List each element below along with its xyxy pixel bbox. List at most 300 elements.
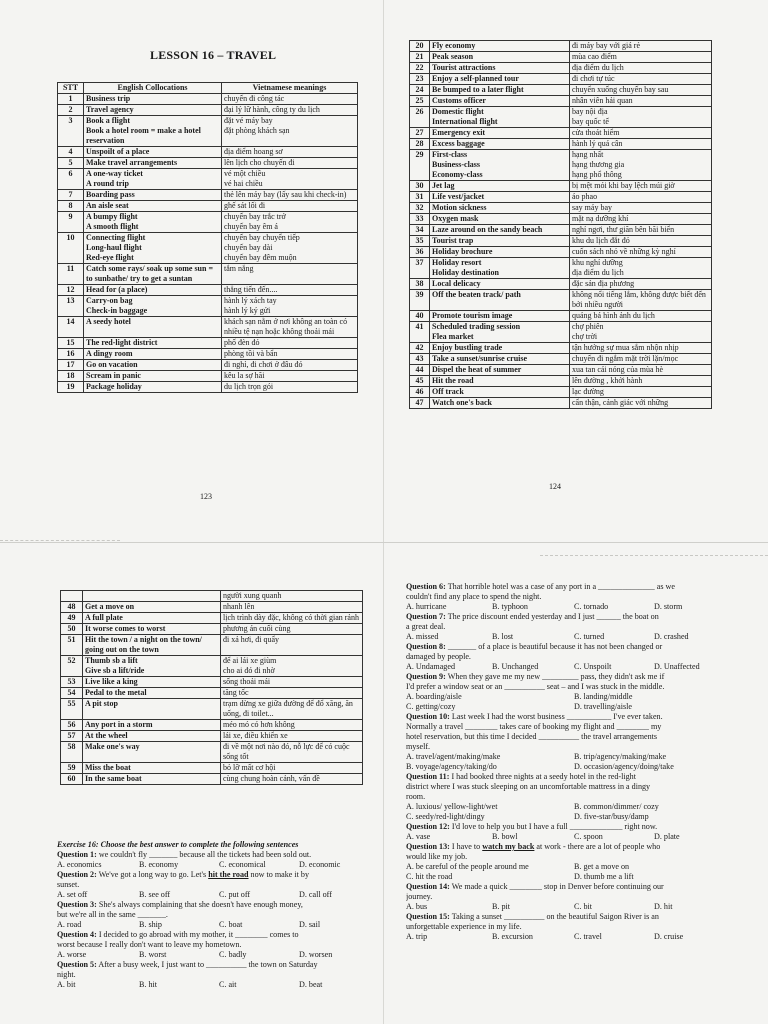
- vietnamese-meaning: chuyến bay dài: [224, 243, 273, 252]
- table-row: [61, 720, 363, 731]
- option-c[interactable]: C. badly: [219, 950, 247, 959]
- option-a[interactable]: A. worse: [57, 950, 87, 959]
- vietnamese-meaning: thẳng tiến đến....: [224, 285, 278, 294]
- table-row: [58, 116, 358, 147]
- vietnamese-meaning-cell: [570, 52, 712, 63]
- option-c[interactable]: C. put off: [219, 890, 251, 899]
- english-collocation: Holiday resort: [432, 258, 482, 267]
- english-collocation-cell: [430, 376, 570, 387]
- vietnamese-meaning: mặt nạ dưỡng khí: [572, 214, 629, 223]
- table-row: [58, 94, 358, 105]
- english-collocation-cell: [430, 354, 570, 365]
- row-number: 21: [410, 52, 430, 63]
- table-row: [58, 158, 358, 169]
- table-row: [58, 264, 358, 285]
- english-collocation-cell: [83, 720, 221, 731]
- english-collocation-cell: [84, 233, 222, 264]
- options-q10-row2: [406, 762, 718, 772]
- english-collocation: Catch some rays/ soak up some sun = to sunbathe/ try to get a suntan: [86, 264, 214, 283]
- vietnamese-meaning-cell: [222, 116, 358, 147]
- row-number: 35: [410, 236, 430, 247]
- question-text: but we're all in the same _______.: [57, 910, 168, 919]
- table-row: [61, 656, 363, 677]
- vietnamese-meaning: trạm dừng xe giữa đường để đổ xăng, ăn uống, đi toilet...: [223, 699, 353, 718]
- table-row: [61, 591, 363, 602]
- option-a[interactable]: A. missed: [406, 632, 439, 641]
- option-b[interactable]: B. bowl: [492, 832, 518, 841]
- question-text: unforgettable experience in my life.: [406, 922, 522, 931]
- vietnamese-meaning: bay nội địa: [572, 107, 608, 116]
- table-row: [410, 376, 712, 387]
- question-label: Question 1:: [57, 850, 97, 859]
- english-collocation: Jet lag: [432, 181, 455, 190]
- vietnamese-meaning-cell: [570, 41, 712, 52]
- option-d[interactable]: D. beat: [299, 980, 323, 989]
- option-c[interactable]: C. bit: [574, 902, 592, 911]
- vietnamese-meaning: chuyến bay chuyển tiếp: [224, 233, 300, 242]
- row-number: 46: [410, 387, 430, 398]
- table-row: [410, 63, 712, 74]
- english-collocation: It worse comes to worst: [85, 624, 166, 633]
- option-d[interactable]: D. worsen: [299, 950, 333, 959]
- option-b[interactable]: B. Unchanged: [492, 662, 539, 671]
- option-a[interactable]: A. luxious/ yellow-light/wet: [406, 802, 498, 811]
- english-collocation-cell: [430, 96, 570, 107]
- vietnamese-meaning: đi nghỉ, đi chơi ở đâu đó: [224, 360, 303, 369]
- vietnamese-meaning-cell: [570, 139, 712, 150]
- underlined-phrase: watch my back: [482, 842, 535, 851]
- row-number: 48: [61, 602, 83, 613]
- question-text: We made a quick ________ stop in Denver before continuing our: [451, 882, 664, 891]
- english-collocation-cell: [84, 382, 222, 393]
- option-b[interactable]: B. see off: [139, 890, 171, 899]
- english-collocation: Dispel the heat of summer: [432, 365, 522, 374]
- vietnamese-meaning: tận hưởng sự mua sắm nhộn nhịp: [572, 343, 679, 352]
- vietnamese-meaning: vé hai chiều: [224, 179, 263, 188]
- vietnamese-meaning: nhanh lên: [223, 602, 255, 611]
- options-q13-row2: [406, 872, 718, 882]
- options-q12: [406, 832, 718, 842]
- english-collocation: Unspoilt of a place: [86, 147, 150, 156]
- option-d[interactable]: D. travelling/aisle: [574, 702, 632, 711]
- option-b[interactable]: B. get a move on: [574, 862, 630, 871]
- question-text: at work - there are a lot of people who: [534, 842, 661, 851]
- option-b[interactable]: B. economy: [139, 860, 179, 869]
- english-collocation-cell: [430, 52, 570, 63]
- table-row: [410, 322, 712, 343]
- english-collocation: Excess baggage: [432, 139, 485, 148]
- vietnamese-meaning: nhân viên hải quan: [572, 96, 633, 105]
- english-collocation: Fly economy: [432, 41, 476, 50]
- row-number: 57: [61, 731, 83, 742]
- english-collocation-cell: [430, 236, 570, 247]
- english-collocation: Scream in panic: [86, 371, 141, 380]
- option-a[interactable]: A. set off: [57, 890, 88, 899]
- vietnamese-meaning-cell: [570, 85, 712, 96]
- row-number: 32: [410, 203, 430, 214]
- english-collocation: Long-haul flight: [86, 243, 142, 252]
- row-number: 3: [58, 116, 84, 147]
- vietnamese-meaning: áo phao: [572, 192, 598, 201]
- table-header-english: English Collocations: [84, 83, 222, 94]
- english-collocation: Connecting flight: [86, 233, 146, 242]
- english-collocation-cell: [430, 74, 570, 85]
- option-a[interactable]: A. road: [57, 920, 82, 929]
- option-b[interactable]: B. common/dimmer/ cozy: [574, 802, 659, 811]
- options-q13-row1: [406, 862, 718, 872]
- vietnamese-meaning-cell: [221, 677, 363, 688]
- english-collocation: Hit the road: [432, 376, 474, 385]
- vietnamese-meaning-cell: [222, 94, 358, 105]
- english-collocation-cell: [84, 285, 222, 296]
- vietnamese-meaning-cell: [222, 264, 358, 285]
- table-row: [61, 688, 363, 699]
- row-number: 1: [58, 94, 84, 105]
- vietnamese-meaning-cell: [221, 613, 363, 624]
- english-collocation: Customs officer: [432, 96, 486, 105]
- english-collocation-cell: [84, 190, 222, 201]
- row-number: 33: [410, 214, 430, 225]
- option-c[interactable]: C. tornado: [574, 602, 609, 611]
- row-number: 31: [410, 192, 430, 203]
- table-row: [58, 371, 358, 382]
- vietnamese-meaning: lên đường , khởi hành: [572, 376, 643, 385]
- table-row: [410, 203, 712, 214]
- vietnamese-meaning: đi chơi tự túc: [572, 74, 615, 83]
- question-text: hotel reservation, but this time I decided __________ the travel arrangements: [406, 732, 658, 741]
- vietnamese-meaning: không nổi tiếng lắm, không được biết đến bởi nhiều người: [572, 290, 706, 309]
- row-number: 5: [58, 158, 84, 169]
- row-number: 59: [61, 763, 83, 774]
- question-text: I'd prefer a window seat or an __________ seat – and I was stuck in the middle.: [406, 682, 665, 691]
- option-c[interactable]: C. economical: [219, 860, 266, 869]
- table-row: [58, 233, 358, 264]
- row-number: 27: [410, 128, 430, 139]
- english-collocation: Red-eye flight: [86, 253, 134, 262]
- english-collocation: A smooth flight: [86, 222, 139, 231]
- table-row: [61, 774, 363, 785]
- table-row: [58, 349, 358, 360]
- vietnamese-meaning-cell: [222, 190, 358, 201]
- vietnamese-meaning-cell: [570, 96, 712, 107]
- lesson-title: LESSON 16 – TRAVEL: [150, 48, 277, 62]
- english-collocation: An aisle seat: [86, 201, 129, 210]
- english-collocation: In the same boat: [85, 774, 142, 783]
- row-number: 23: [410, 74, 430, 85]
- question-label: Question 2:: [57, 870, 97, 879]
- row-number: 41: [410, 322, 430, 343]
- exercise-title: Exercise 16: Choose the best answer to complete the following sentences: [57, 840, 299, 849]
- row-number: 30: [410, 181, 430, 192]
- option-d[interactable]: D. thumb me a lift: [574, 872, 634, 881]
- table-row: [410, 139, 712, 150]
- option-b[interactable]: B. ship: [139, 920, 162, 929]
- english-collocation: Carry-on bag: [86, 296, 133, 305]
- option-d[interactable]: D. economic: [299, 860, 341, 869]
- row-number: 58: [61, 742, 83, 763]
- option-d[interactable]: D. plate: [654, 832, 680, 841]
- row-number: 17: [58, 360, 84, 371]
- options-q6: [406, 602, 718, 612]
- option-b[interactable]: B. landing/middle: [574, 692, 633, 701]
- english-collocation-cell: [84, 264, 222, 285]
- english-collocation: A round trip: [86, 179, 129, 188]
- table-row: [61, 624, 363, 635]
- option-b[interactable]: B. typhoon: [492, 602, 528, 611]
- table-row: [58, 296, 358, 317]
- option-a[interactable]: A. bit: [57, 980, 76, 989]
- english-collocation-cell: [84, 147, 222, 158]
- english-collocation: Holiday brochure: [432, 247, 493, 256]
- english-collocation: A bumpy flight: [86, 212, 138, 221]
- option-a[interactable]: A. be careful of the people around me: [406, 862, 529, 871]
- page-124: [384, 0, 768, 540]
- vietnamese-meaning: kêu la sợ hãi: [224, 371, 265, 380]
- table-row: [410, 96, 712, 107]
- english-collocation-cell: [84, 169, 222, 190]
- option-d[interactable]: D. storm: [654, 602, 683, 611]
- vietnamese-meaning-cell: [570, 74, 712, 85]
- option-c[interactable]: C. seedy/red-light/dingy: [406, 812, 485, 821]
- vietnamese-meaning: mùa cao điểm: [572, 52, 617, 61]
- english-collocation-cell: [83, 624, 221, 635]
- row-number: 47: [410, 398, 430, 409]
- option-d[interactable]: D. sail: [299, 920, 321, 929]
- english-collocation: Laze around on the sandy beach: [432, 225, 543, 234]
- option-d[interactable]: D. occasion/agency/doing/take: [574, 762, 674, 771]
- english-collocation: Flea market: [432, 332, 474, 341]
- option-a[interactable]: A. Undamaged: [406, 662, 455, 671]
- vietnamese-meaning-cell: [570, 311, 712, 322]
- option-d[interactable]: D. hit: [654, 902, 673, 911]
- english-collocation-cell: [430, 225, 570, 236]
- question-label: Question 12:: [406, 822, 450, 831]
- option-d[interactable]: D. five-star/busy/damp: [574, 812, 649, 821]
- english-collocation: Promote tourism image: [432, 311, 513, 320]
- table-row: [410, 128, 712, 139]
- option-d[interactable]: D. cruise: [654, 932, 684, 941]
- vietnamese-meaning-cell: [570, 398, 712, 409]
- question-text: When they gave me my new _________ pass, they didn't ask me if: [447, 672, 665, 681]
- question-text: That horrible hotel was a case of any port in a ______________ as we: [447, 582, 675, 591]
- row-number: 42: [410, 343, 430, 354]
- vietnamese-meaning: lái xe, điều khiển xe: [223, 731, 288, 740]
- table-row: [410, 85, 712, 96]
- question-label: Question 11:: [406, 772, 450, 781]
- vietnamese-meaning: quảng bá hình ảnh du lịch: [572, 311, 655, 320]
- vietnamese-meaning: bỏ lỡ mất cơ hội: [223, 763, 276, 772]
- english-collocation-cell: [84, 158, 222, 169]
- english-collocation: Enjoy a self-planned tour: [432, 74, 519, 83]
- vietnamese-meaning: đại lý lữ hành, công ty du lịch: [224, 105, 320, 114]
- english-collocation-cell: [430, 387, 570, 398]
- question-label: Question 10:: [406, 712, 450, 721]
- vietnamese-meaning: địa điểm hoang sơ: [224, 147, 283, 156]
- row-number: 11: [58, 264, 84, 285]
- question-label: Question 7:: [406, 612, 446, 621]
- table-row: [410, 181, 712, 192]
- table-row: [410, 354, 712, 365]
- row-number: 54: [61, 688, 83, 699]
- row-number: 38: [410, 279, 430, 290]
- english-collocation-cell: [83, 602, 221, 613]
- option-a[interactable]: A. bus: [406, 902, 428, 911]
- vietnamese-meaning-cell: [222, 371, 358, 382]
- option-a[interactable]: A. hurricane: [406, 602, 447, 611]
- option-b[interactable]: B. pit: [492, 902, 510, 911]
- vietnamese-meaning-cell: [570, 150, 712, 181]
- option-b[interactable]: B. excursion: [492, 932, 533, 941]
- options-q9-row2: [406, 702, 718, 712]
- question-text: The price discount ended yesterday and I just ______ the boat on: [447, 612, 659, 621]
- english-collocation-cell: [430, 85, 570, 96]
- english-collocation-cell: [430, 214, 570, 225]
- vietnamese-meaning-cell: [570, 387, 712, 398]
- option-c[interactable]: C. travel: [574, 932, 602, 941]
- english-collocation: Tourist attractions: [432, 63, 496, 72]
- english-collocation-cell: [84, 360, 222, 371]
- table-row: [410, 150, 712, 181]
- question-text: worst because I really don't want to leave my hometown.: [57, 940, 242, 949]
- page-bottom-left: [0, 544, 383, 1024]
- row-number: 7: [58, 190, 84, 201]
- english-collocation-cell: [430, 258, 570, 279]
- table-row: [61, 602, 363, 613]
- row-number: 9: [58, 212, 84, 233]
- vietnamese-meaning: đi máy bay với giá rẻ: [572, 41, 640, 50]
- vietnamese-meaning-cell: [570, 214, 712, 225]
- english-collocation-cell: [83, 677, 221, 688]
- option-b[interactable]: B. hit: [139, 980, 157, 989]
- row-number: 53: [61, 677, 83, 688]
- vietnamese-meaning-cell: [570, 236, 712, 247]
- option-c[interactable]: C. getting/cozy: [406, 702, 456, 711]
- english-collocation-cell: [83, 763, 221, 774]
- option-b[interactable]: B. worst: [139, 950, 167, 959]
- row-number: 29: [410, 150, 430, 181]
- question-text: _______ of a place is beautiful because it has not been changed or: [447, 642, 663, 651]
- options-q8: [406, 662, 718, 672]
- vietnamese-meaning: chuyến bay êm á: [224, 222, 278, 231]
- options-q5: [57, 980, 367, 990]
- option-d[interactable]: D. call off: [299, 890, 332, 899]
- option-c[interactable]: C. Unspoilt: [574, 662, 612, 671]
- vietnamese-meaning-cell: [222, 212, 358, 233]
- vietnamese-meaning: tắm nắng: [224, 264, 254, 273]
- vietnamese-meaning-cell: [570, 225, 712, 236]
- question-text: night.: [57, 970, 76, 979]
- english-collocation-cell: [430, 107, 570, 128]
- vietnamese-meaning: đặt phòng khách sạn: [224, 126, 290, 135]
- row-number: 55: [61, 699, 83, 720]
- option-c[interactable]: C. turned: [574, 632, 605, 641]
- vietnamese-meaning-cell: [570, 107, 712, 128]
- question-text: I have to: [451, 842, 483, 851]
- vietnamese-meaning-cell: [221, 742, 363, 763]
- option-a[interactable]: A. vase: [406, 832, 431, 841]
- english-collocation: Boarding pass: [86, 190, 135, 199]
- option-c[interactable]: C. boat: [219, 920, 243, 929]
- vietnamese-meaning-cell: [221, 635, 363, 656]
- table-row: [61, 677, 363, 688]
- option-a[interactable]: A. travel/agent/making/make: [406, 752, 501, 761]
- vietnamese-meaning-cell: [570, 181, 712, 192]
- english-collocation-cell: [430, 181, 570, 192]
- option-c[interactable]: C. hit the road: [406, 872, 453, 881]
- exercise-left: [57, 840, 367, 990]
- options-q10-row1: [406, 752, 718, 762]
- vietnamese-meaning-cell: [222, 349, 358, 360]
- english-collocation-cell: [84, 116, 222, 147]
- option-d[interactable]: D. Unaffected: [654, 662, 700, 671]
- vietnamese-meaning: thẻ lên máy bay (lấy sau khi check-in): [224, 190, 347, 199]
- question-label: Question 15:: [406, 912, 450, 921]
- english-collocation-cell: [430, 311, 570, 322]
- english-collocation-cell: [84, 94, 222, 105]
- vietnamese-meaning-cell: [570, 192, 712, 203]
- english-collocation: Oxygen mask: [432, 214, 479, 223]
- row-number: [61, 591, 83, 602]
- question-label: Question 6:: [406, 582, 446, 591]
- table-row: [410, 74, 712, 85]
- row-number: 39: [410, 290, 430, 311]
- question-label: Question 4:: [57, 930, 97, 939]
- row-number: 25: [410, 96, 430, 107]
- table-row: [410, 279, 712, 290]
- page-bottom-right: [384, 544, 768, 1024]
- row-number: 18: [58, 371, 84, 382]
- option-c[interactable]: C. spoon: [574, 832, 603, 841]
- option-a[interactable]: A. economics: [57, 860, 102, 869]
- vietnamese-meaning: chuyến bay trắc trở: [224, 212, 286, 221]
- vietnamese-meaning-cell: [570, 258, 712, 279]
- row-number: 8: [58, 201, 84, 212]
- table-row: [61, 742, 363, 763]
- english-collocation-cell: [83, 688, 221, 699]
- vietnamese-meaning: tăng tốc: [223, 688, 249, 697]
- vietnamese-meaning: hạng phổ thông: [572, 170, 622, 179]
- question-text: She's always complaining that she doesn't have enough money,: [98, 900, 303, 909]
- english-collocation-cell: [83, 731, 221, 742]
- vietnamese-meaning: phòng tồi và bẩn: [224, 349, 278, 358]
- vietnamese-meaning-cell: [221, 602, 363, 613]
- english-collocation: The red-light district: [86, 338, 158, 347]
- question-label: Question 8:: [406, 642, 446, 651]
- table-row: [410, 52, 712, 63]
- option-b[interactable]: B. trip/agency/making/make: [574, 752, 667, 761]
- option-a[interactable]: A. trip: [406, 932, 428, 941]
- english-collocation: Local delicacy: [432, 279, 481, 288]
- vietnamese-meaning: cửa thoát hiểm: [572, 128, 620, 137]
- option-d[interactable]: D. crashed: [654, 632, 689, 641]
- options-q7: [406, 632, 718, 642]
- vietnamese-meaning: chợ trời: [572, 332, 598, 341]
- table-row: [410, 192, 712, 203]
- english-collocation: Domestic flight: [432, 107, 484, 116]
- english-collocation-cell: [430, 290, 570, 311]
- table-row: [61, 763, 363, 774]
- english-collocation-cell: [430, 247, 570, 258]
- option-c[interactable]: B. voyage/agency/taking/do: [406, 762, 497, 771]
- option-b[interactable]: B. lost: [492, 632, 514, 641]
- vietnamese-meaning-cell: [222, 105, 358, 116]
- options-q3: [57, 920, 367, 930]
- option-c[interactable]: C. ait: [219, 980, 237, 989]
- english-collocation: Any port in a storm: [85, 720, 153, 729]
- vietnamese-meaning: đi xả hơi, đi quẩy: [223, 635, 279, 644]
- vietnamese-meaning-cell: [570, 376, 712, 387]
- option-a[interactable]: A. boarding/aisle: [406, 692, 462, 701]
